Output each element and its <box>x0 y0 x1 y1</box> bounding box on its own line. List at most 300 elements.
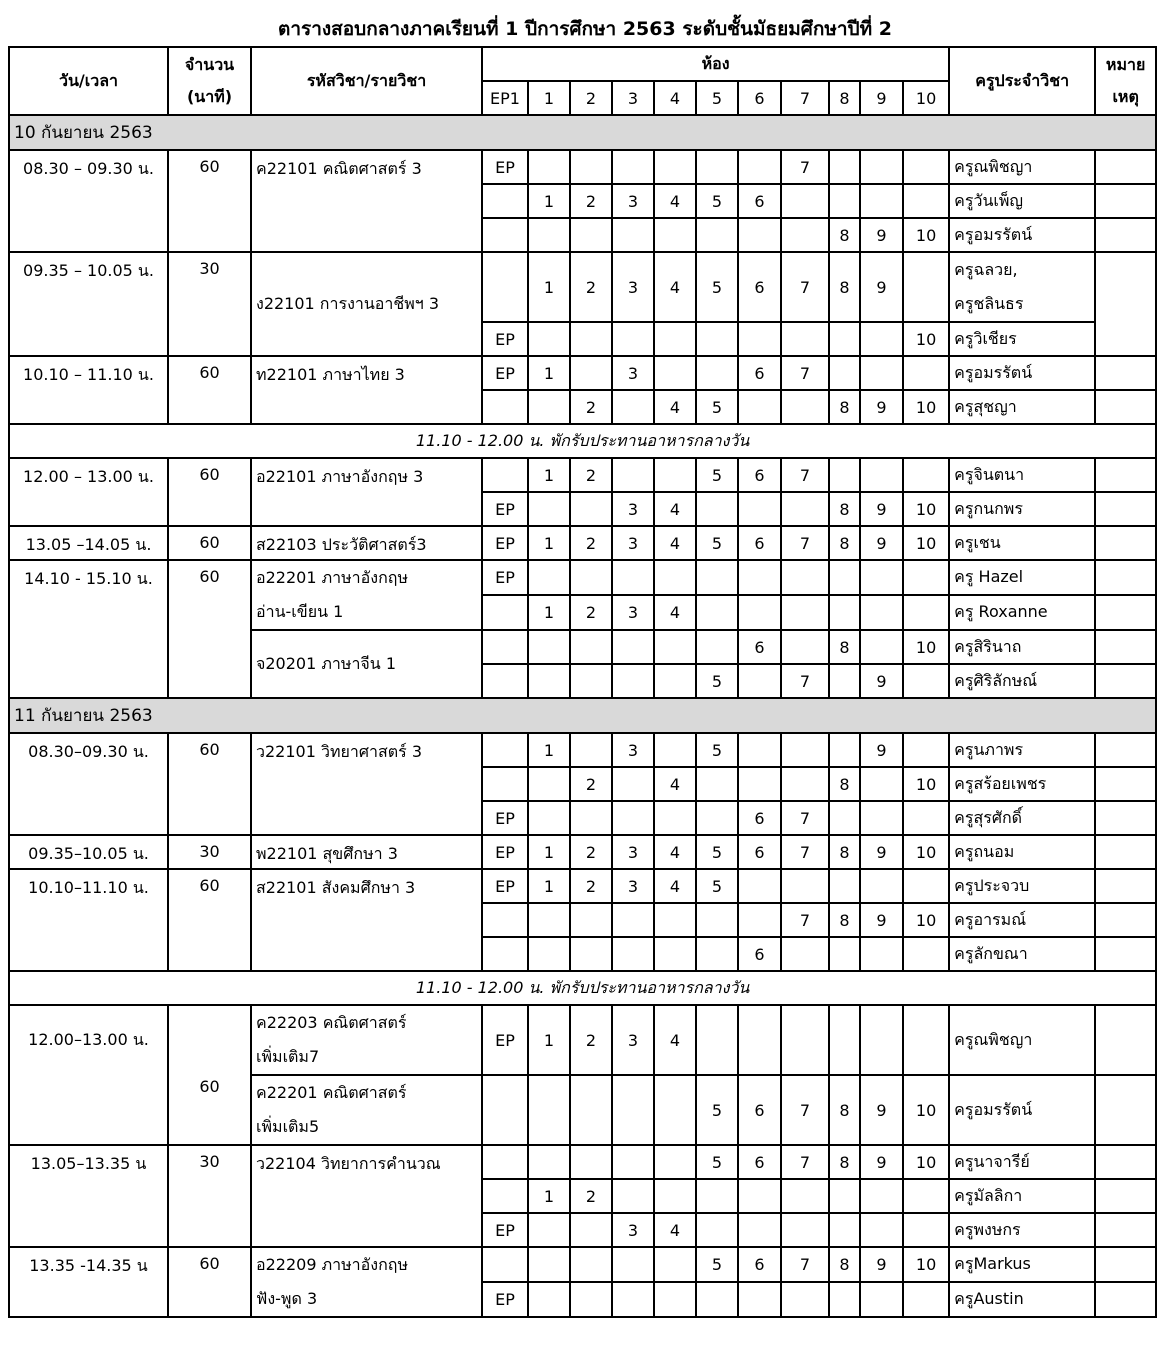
room-cell: 3 <box>612 252 654 322</box>
room-cell <box>829 595 860 630</box>
room-cell <box>903 1179 949 1213</box>
remark-cell <box>1095 630 1156 664</box>
room-cell <box>781 322 829 356</box>
remark-cell <box>1095 1075 1156 1145</box>
time-cell: 14.10 - 15.10 น. <box>9 560 168 698</box>
room-cell <box>903 184 949 218</box>
time-cell: 12.00 – 13.00 น. <box>9 458 168 526</box>
room-cell <box>781 630 829 664</box>
teacher-cell: ครูลักขณา <box>949 937 1095 971</box>
room-cell <box>903 458 949 492</box>
room-cell <box>528 1247 570 1282</box>
room-cell <box>612 560 654 595</box>
schedule-row <box>9 835 1156 869</box>
room-cell <box>860 937 903 971</box>
room-cell: 1 <box>528 869 570 903</box>
room-cell: 2 <box>570 869 612 903</box>
room-cell: 1 <box>528 252 570 322</box>
room-cell: 8 <box>829 218 860 252</box>
room-cell <box>860 1179 903 1213</box>
room-cell <box>528 937 570 971</box>
exam-schedule-table <box>8 46 1157 1318</box>
room-cell <box>528 218 570 252</box>
schedule-row <box>9 252 1156 322</box>
subject-name: ค22201 คณิตศาสตร์ <box>256 1083 407 1102</box>
duration-cell: 60 <box>168 1005 251 1145</box>
room-cell <box>860 767 903 801</box>
room-cell <box>654 218 696 252</box>
room-cell <box>570 560 612 595</box>
room-cell <box>570 630 612 664</box>
room-cell: EP <box>482 356 528 390</box>
room-cell: 9 <box>860 526 903 560</box>
teacher-cell: ครูอมรรัตน์ <box>949 1075 1095 1145</box>
room-cell <box>528 390 570 424</box>
room-cell <box>612 664 654 698</box>
room-cell <box>570 150 612 184</box>
room-cell <box>738 869 781 903</box>
time-cell: 09.35–10.05 น. <box>9 835 168 869</box>
room-cell <box>860 560 903 595</box>
header-room-10: 10 <box>903 81 949 115</box>
room-cell <box>482 1179 528 1213</box>
room-cell: 5 <box>696 252 738 322</box>
room-cell <box>738 218 781 252</box>
remark-cell <box>1095 1213 1156 1247</box>
room-cell: 7 <box>781 903 829 937</box>
room-cell <box>781 184 829 218</box>
room-cell: 3 <box>612 492 654 526</box>
header-duration-line2: (นาที) <box>186 87 233 106</box>
room-cell <box>781 218 829 252</box>
room-cell <box>781 1213 829 1247</box>
room-cell <box>612 1075 654 1145</box>
time-cell: 09.35 – 10.05 น. <box>9 252 168 356</box>
room-cell <box>482 903 528 937</box>
room-cell <box>528 150 570 184</box>
room-cell <box>528 903 570 937</box>
subject-cell: พ22101 สุขศึกษา 3 <box>251 835 482 869</box>
room-cell <box>570 903 612 937</box>
room-cell <box>612 1145 654 1179</box>
time-cell: 13.35 -14.35 น <box>9 1247 168 1317</box>
room-cell <box>696 1179 738 1213</box>
room-cell <box>528 767 570 801</box>
room-cell <box>903 937 949 971</box>
room-cell: 7 <box>781 664 829 698</box>
room-cell <box>482 630 528 664</box>
room-cell <box>829 356 860 390</box>
room-cell <box>781 1282 829 1317</box>
remark-cell <box>1095 218 1156 252</box>
subject-name-cont: เพิ่มเติม5 <box>256 1117 320 1136</box>
room-cell: 6 <box>738 1075 781 1145</box>
room-cell <box>654 1282 696 1317</box>
remark-cell <box>1095 526 1156 560</box>
duration-cell: 60 <box>168 560 251 698</box>
room-cell <box>829 664 860 698</box>
room-cell: 2 <box>570 595 612 630</box>
teacher-name: ครูชลินธร <box>954 294 1024 313</box>
room-cell <box>903 560 949 595</box>
time-cell: 08.30–09.30 น. <box>9 733 168 835</box>
room-cell <box>860 458 903 492</box>
room-cell: 8 <box>829 835 860 869</box>
room-cell: 9 <box>860 1247 903 1282</box>
room-cell: 6 <box>738 184 781 218</box>
room-cell: 1 <box>528 356 570 390</box>
room-cell <box>738 1282 781 1317</box>
remark-cell <box>1095 801 1156 835</box>
teacher-cell: ครู Roxanne <box>949 595 1095 630</box>
room-cell <box>860 630 903 664</box>
room-cell <box>654 1247 696 1282</box>
room-cell: 7 <box>781 801 829 835</box>
remark-cell <box>1095 733 1156 767</box>
header-room-6: 6 <box>738 81 781 115</box>
subject-cell <box>251 1247 482 1317</box>
room-cell <box>829 150 860 184</box>
room-cell: 8 <box>829 903 860 937</box>
room-cell <box>654 1145 696 1179</box>
room-cell: 10 <box>903 630 949 664</box>
room-cell <box>696 903 738 937</box>
room-cell <box>482 767 528 801</box>
header-room-8: 8 <box>829 81 860 115</box>
room-cell <box>612 767 654 801</box>
header-room-2: 2 <box>570 81 612 115</box>
date-heading: 10 กันยายน 2563 <box>9 115 1156 150</box>
room-cell <box>696 595 738 630</box>
teacher-cell: ครูAustin <box>949 1282 1095 1317</box>
header-room-1: 1 <box>528 81 570 115</box>
schedule-row <box>9 1005 1156 1075</box>
document-title: ตารางสอบกลางภาคเรียนที่ 1 ปีการศึกษา 2563 ระดับชั้นมัธยมศึกษาปีที่ 2 <box>278 18 892 40</box>
subject-cell <box>251 1005 482 1075</box>
room-cell <box>903 1282 949 1317</box>
remark-cell <box>1095 356 1156 390</box>
subject-name: อ22201 ภาษาอังกฤษ <box>256 568 408 587</box>
room-cell: 2 <box>570 1179 612 1213</box>
room-cell: 4 <box>654 184 696 218</box>
room-cell: 3 <box>612 1005 654 1075</box>
room-cell: EP <box>482 560 528 595</box>
duration-cell: 30 <box>168 835 251 869</box>
teacher-cell: ครูสุชญา <box>949 390 1095 424</box>
room-cell: 7 <box>781 1247 829 1282</box>
room-cell: 2 <box>570 184 612 218</box>
room-cell: EP <box>482 322 528 356</box>
room-cell <box>738 390 781 424</box>
header-rooms: ห้อง <box>482 47 949 81</box>
date-row <box>9 698 1156 733</box>
room-cell: 6 <box>738 356 781 390</box>
room-cell <box>482 595 528 630</box>
teacher-cell: ครูณพิชญา <box>949 1005 1095 1075</box>
room-cell <box>781 390 829 424</box>
room-cell <box>696 1005 738 1075</box>
room-cell <box>903 595 949 630</box>
room-cell: 2 <box>570 1005 612 1075</box>
header-room-3: 3 <box>612 81 654 115</box>
room-cell: 7 <box>781 150 829 184</box>
duration-cell: 60 <box>168 869 251 971</box>
room-cell: 5 <box>696 1247 738 1282</box>
room-cell <box>829 458 860 492</box>
remark-cell <box>1095 390 1156 424</box>
room-cell: 2 <box>570 252 612 322</box>
room-cell: 8 <box>829 767 860 801</box>
room-cell <box>570 1213 612 1247</box>
room-cell: EP <box>482 801 528 835</box>
remark-cell <box>1095 664 1156 698</box>
room-cell: EP <box>482 1213 528 1247</box>
room-cell: 2 <box>570 458 612 492</box>
room-cell <box>903 1005 949 1075</box>
room-cell: 9 <box>860 835 903 869</box>
header-duration <box>168 47 251 115</box>
teacher-cell: ครูเชน <box>949 526 1095 560</box>
room-cell <box>654 1179 696 1213</box>
room-cell <box>829 322 860 356</box>
subject-cell: ค22101 คณิตศาสตร์ 3 <box>251 150 482 252</box>
room-cell <box>654 356 696 390</box>
room-cell: 3 <box>612 835 654 869</box>
room-cell <box>696 150 738 184</box>
room-cell <box>528 1213 570 1247</box>
duration-cell: 60 <box>168 526 251 560</box>
remark-cell <box>1095 1145 1156 1179</box>
room-cell <box>829 801 860 835</box>
room-cell <box>654 1075 696 1145</box>
teacher-cell: ครูMarkus <box>949 1247 1095 1282</box>
room-cell <box>482 733 528 767</box>
room-cell <box>528 801 570 835</box>
time-cell: 10.10 – 11.10 น. <box>9 356 168 424</box>
room-cell <box>482 458 528 492</box>
time-cell: 10.10–11.10 น. <box>9 869 168 971</box>
room-cell <box>738 664 781 698</box>
room-cell: 4 <box>654 390 696 424</box>
schedule-row <box>9 1145 1156 1179</box>
header-remark <box>1095 47 1156 115</box>
room-cell: 2 <box>570 835 612 869</box>
room-cell: 9 <box>860 733 903 767</box>
room-cell: 2 <box>570 390 612 424</box>
room-cell <box>696 801 738 835</box>
room-cell <box>860 595 903 630</box>
room-cell <box>903 150 949 184</box>
room-cell: 8 <box>829 1075 860 1145</box>
room-cell <box>612 218 654 252</box>
room-cell: 7 <box>781 356 829 390</box>
room-cell: 6 <box>738 835 781 869</box>
room-cell: EP <box>482 526 528 560</box>
room-cell: 5 <box>696 733 738 767</box>
room-cell <box>829 1282 860 1317</box>
room-cell <box>612 903 654 937</box>
room-cell <box>860 356 903 390</box>
teacher-cell: ครูศิริลักษณ์ <box>949 664 1095 698</box>
room-cell: 10 <box>903 1145 949 1179</box>
subject-name: อ22209 ภาษาอังกฤษ <box>256 1255 408 1274</box>
schedule-row <box>9 733 1156 767</box>
room-cell <box>829 1213 860 1247</box>
room-cell <box>860 184 903 218</box>
room-cell: 7 <box>781 835 829 869</box>
room-cell: 6 <box>738 630 781 664</box>
teacher-cell: ครูวิเชียร <box>949 322 1095 356</box>
room-cell <box>903 801 949 835</box>
room-cell <box>738 1005 781 1075</box>
room-cell <box>654 322 696 356</box>
room-cell <box>903 252 949 322</box>
teacher-cell: ครูนภาพร <box>949 733 1095 767</box>
room-cell <box>654 664 696 698</box>
room-cell <box>654 630 696 664</box>
lunch-break-row <box>9 424 1156 458</box>
remark-cell <box>1095 560 1156 595</box>
teacher-cell: ครูวันเพ็ญ <box>949 184 1095 218</box>
room-cell: EP <box>482 1005 528 1075</box>
time-cell: 13.05 –14.05 น. <box>9 526 168 560</box>
room-cell: 9 <box>860 664 903 698</box>
room-cell <box>738 595 781 630</box>
schedule-row <box>9 560 1156 595</box>
room-cell: 9 <box>860 218 903 252</box>
room-cell <box>612 150 654 184</box>
room-cell: 5 <box>696 458 738 492</box>
teacher-cell: ครูพงษกร <box>949 1213 1095 1247</box>
room-cell: 3 <box>612 733 654 767</box>
room-cell: 6 <box>738 801 781 835</box>
room-cell: 6 <box>738 1145 781 1179</box>
room-cell: 4 <box>654 1005 696 1075</box>
room-cell <box>696 767 738 801</box>
room-cell <box>570 937 612 971</box>
duration-cell: 30 <box>168 1145 251 1247</box>
room-cell <box>570 801 612 835</box>
teacher-cell: ครูอารมณ์ <box>949 903 1095 937</box>
room-cell <box>903 1213 949 1247</box>
room-cell: 10 <box>903 492 949 526</box>
teacher-cell: ครูนาจารีย์ <box>949 1145 1095 1179</box>
room-cell <box>612 1179 654 1213</box>
room-cell <box>570 1282 612 1317</box>
room-cell: 4 <box>654 1213 696 1247</box>
room-cell <box>860 1213 903 1247</box>
subject-cell: ส22103 ประวัติศาสตร์3 <box>251 526 482 560</box>
lunch-break-row <box>9 971 1156 1005</box>
room-cell <box>738 1179 781 1213</box>
subject-name-cont: อ่าน-เขียน 1 <box>256 602 344 621</box>
room-cell: 5 <box>696 1145 738 1179</box>
time-cell: 08.30 – 09.30 น. <box>9 150 168 252</box>
room-cell <box>482 218 528 252</box>
duration-cell: 30 <box>168 252 251 356</box>
teacher-cell: ครูประจวบ <box>949 869 1095 903</box>
room-cell <box>903 664 949 698</box>
room-cell <box>860 322 903 356</box>
subject-cell: ว22101 วิทยาศาสตร์ 3 <box>251 733 482 835</box>
room-cell: 4 <box>654 252 696 322</box>
room-cell <box>612 1282 654 1317</box>
room-cell: 9 <box>860 492 903 526</box>
subject-cell <box>251 1075 482 1145</box>
room-cell <box>612 1247 654 1282</box>
room-cell: 4 <box>654 595 696 630</box>
room-cell <box>570 492 612 526</box>
room-cell: 1 <box>528 526 570 560</box>
room-cell <box>528 560 570 595</box>
schedule-row <box>9 526 1156 560</box>
header-teacher: ครูประจำวิชา <box>949 47 1095 115</box>
room-cell <box>570 322 612 356</box>
room-cell: 1 <box>528 458 570 492</box>
remark-cell <box>1095 1247 1156 1282</box>
room-cell <box>829 733 860 767</box>
room-cell <box>860 869 903 903</box>
room-cell <box>612 937 654 971</box>
teacher-cell: ครูอมรรัตน์ <box>949 218 1095 252</box>
room-cell <box>829 1005 860 1075</box>
room-cell: 10 <box>903 526 949 560</box>
teacher-cell: ครูกนกพร <box>949 492 1095 526</box>
remark-cell <box>1095 835 1156 869</box>
room-cell <box>696 630 738 664</box>
duration-cell: 60 <box>168 356 251 424</box>
teacher-cell <box>949 252 1095 322</box>
teacher-cell: ครูจินตนา <box>949 458 1095 492</box>
room-cell: 5 <box>696 664 738 698</box>
room-cell <box>738 767 781 801</box>
room-cell: 7 <box>781 526 829 560</box>
room-cell <box>696 218 738 252</box>
room-cell: 7 <box>781 458 829 492</box>
room-cell: 6 <box>738 252 781 322</box>
subject-name-cont: เพิ่มเติม7 <box>256 1047 320 1066</box>
teacher-cell: ครูอมรรัตน์ <box>949 356 1095 390</box>
room-cell: 8 <box>829 252 860 322</box>
header-duration-line1: จำนวน <box>184 55 235 74</box>
header-room-9: 9 <box>860 81 903 115</box>
room-cell: 2 <box>570 526 612 560</box>
teacher-name: ครูฉลวย, <box>954 260 1018 279</box>
schedule-row <box>9 458 1156 492</box>
room-cell: 5 <box>696 390 738 424</box>
room-cell <box>570 1247 612 1282</box>
header-remark-line1: หมาย <box>1105 55 1146 74</box>
time-cell: 13.05–13.35 น <box>9 1145 168 1247</box>
room-cell <box>696 322 738 356</box>
room-cell <box>738 492 781 526</box>
room-cell: 3 <box>612 184 654 218</box>
room-cell <box>781 560 829 595</box>
teacher-cell: ครูสิรินาถ <box>949 630 1095 664</box>
room-cell <box>860 1005 903 1075</box>
header-remark-line2: เหตุ <box>1112 87 1139 106</box>
duration-cell: 60 <box>168 150 251 252</box>
room-cell: 5 <box>696 1075 738 1145</box>
room-cell <box>696 1213 738 1247</box>
room-cell <box>570 733 612 767</box>
room-cell: 1 <box>528 1179 570 1213</box>
room-cell <box>528 630 570 664</box>
room-cell <box>829 560 860 595</box>
room-cell <box>612 390 654 424</box>
room-cell <box>696 492 738 526</box>
room-cell: 9 <box>860 252 903 322</box>
